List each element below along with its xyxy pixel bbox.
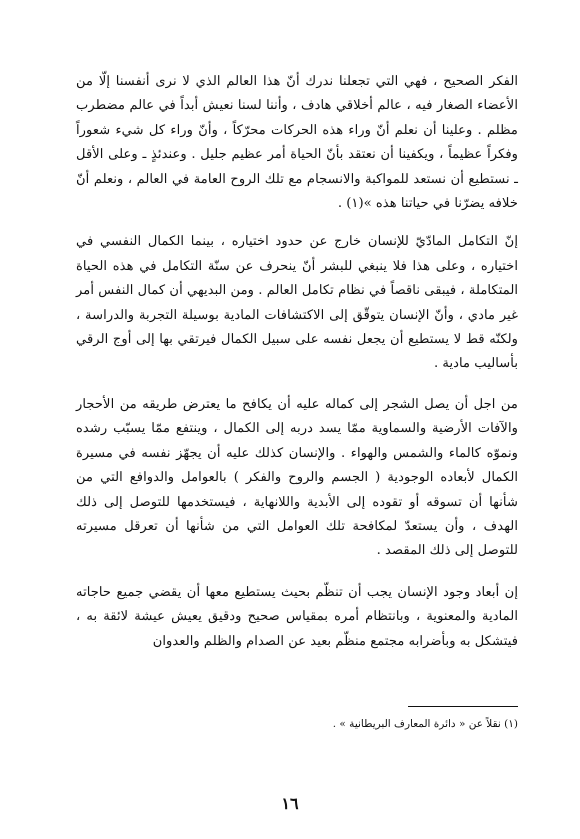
paragraph-2: إنّ التكامل المادّيّ للإنسان خارج عن حدود اختياره ، بينما الكمال النفسي في اختياره ، وعلى هذا فلا ينبغي للبشر أنّ ينحرف عن سنّة التكامل في هذه الحياة المتكاملة ، فيبقى ناقصاً في نظام تكامل العالم . ومن البديهي أن كمال النفس أمر غير مادي ، وأنّ الإنسان يتوقّق إلى الاكتشافات المادية بوسيلة التجربة والدراسة ، ولكنّه قط لا يستطيع أن يجعل نفسه على سبيل الكمال فيرتقي بها إلى أوج الرقي بأساليب مادية . [76,234,518,372]
page-number: ١٦ [281,794,299,813]
body-text [76,70,518,654]
paragraph-3: من اجل أن يصل الشجر إلى كماله عليه أن يكافح ما يعترض طريقه من الأحجار والآفات الأرضية والسماوية ممّا يسد دربه إلى الكمال ، وينتفع ممّا يسبّب رشده ونموّه كالماء والشمس والهواء . والإنسان كذلك عليه أن يجهّز نفسه في مسيرة الكمال لأبعاده الوجودية ( الجسم والروح والفكر ) بالعوامل والدوافع التي من شأنها أن تسوقه أو تقوده إلى الأبدية واللانهاية ، فيستخدمها للتوصل إلى ذلك الهدف ، وأن يستعدّ لمكافحة تلك العوامل التي من شأنها أن تعرقل مسيرته للتوصل إلى ذلك المقصد . [76,396,518,559]
footnote-divider [408,706,518,707]
paragraph-4: إن أبعاد وجود الإنسان يجب أن تنظّم بحيث يستطيع معها أن يقضي جميع حاجاته المادية والمعنوية ، وبانتظام أمره بمقياس صحيح ودقيق يعيش عيشة لائقة به ، فيتشكل به وبأضرابه مجتمع منظّم بعيد عن الصدام والظلم والعدوان [76,584,518,649]
paragraph-1: الفكر الصحيح ، فهي التي تجعلنا ندرك أنّ هذا العالم الذي لا نرى أنفسنا إلّا من الأعضاء الصغار فيه ، عالم أخلاقي هادف ، وأننا لسنا نعيش أبداً في عالم مضطرب مظلم . وعلينا أن نعلم أنّ وراء هذه الحركات محرّكاً ، وأنّ وراء كل شيء شعوراً وفكراً عظيماً ، ويكفينا أن نعتقد بأنّ الحياة أمر عظيم جليل . وعندئذٍ ـ وعلى الأقل ـ نستطيع أن نستعد للمواكبة والانسجام مع تلك الروح العامة في العالم ، ونعلم أنّ خلافه يضرّنا في حياتنا هذه »(١) . [76,74,518,212]
footnote: (١) نقلاً عن « دائرة المعارف البريطانية » . [332,718,518,730]
